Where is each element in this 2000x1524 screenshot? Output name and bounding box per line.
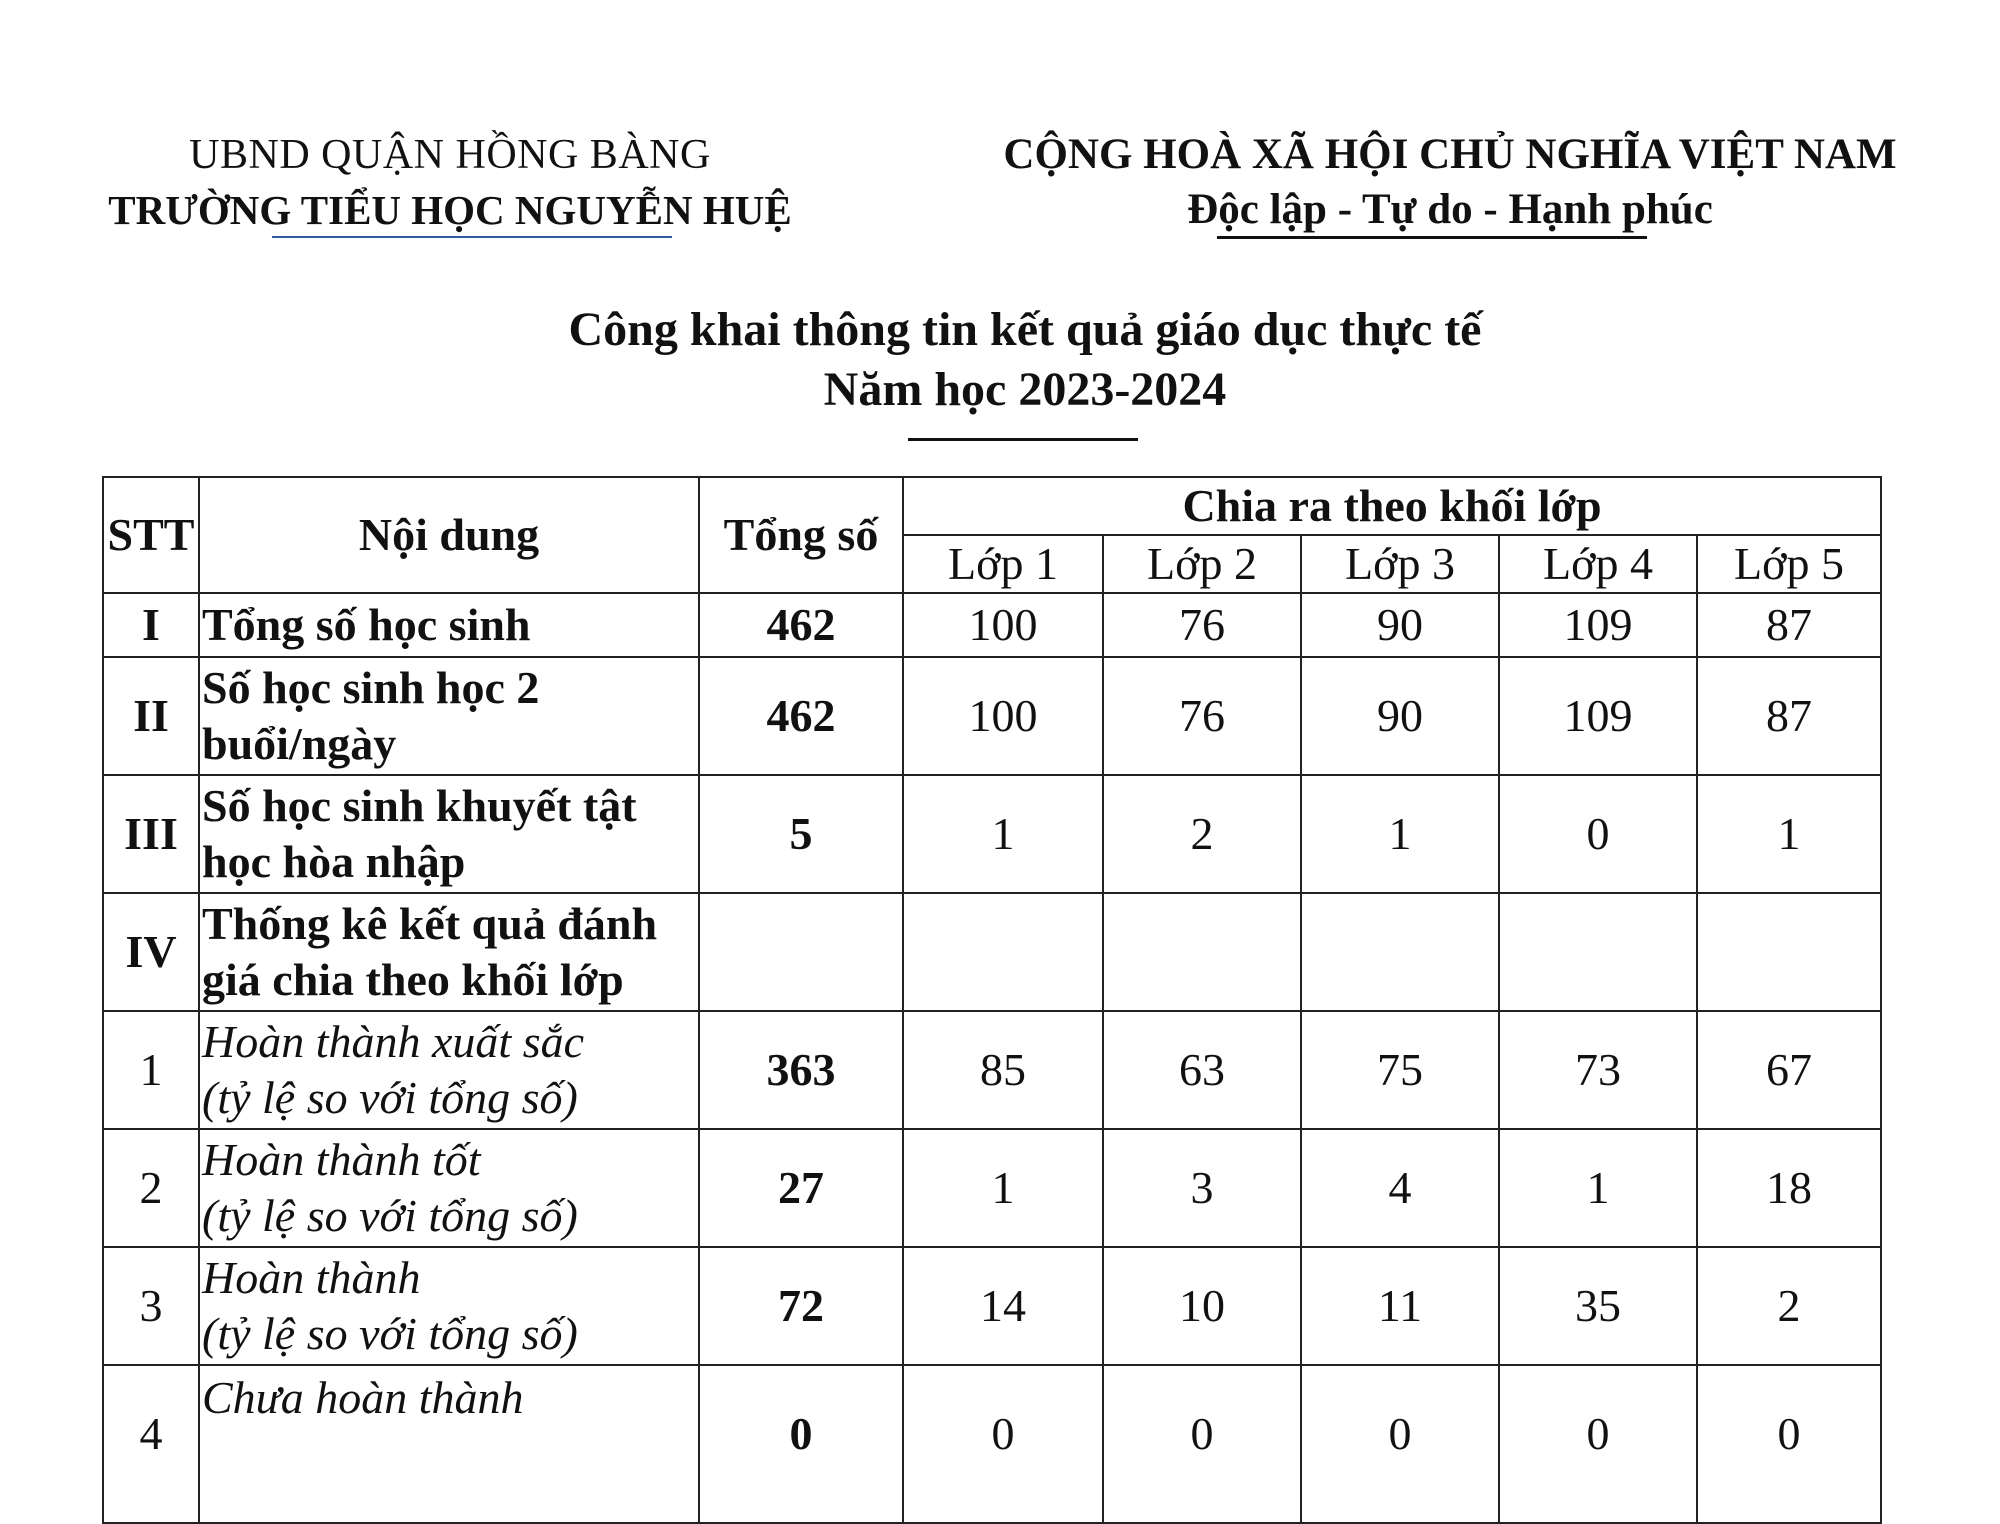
- row-grade-4: 1: [1499, 1129, 1697, 1247]
- row-content-line-2: buổi/ngày: [202, 718, 397, 769]
- row-content-line-2: giá chia theo khối lớp: [202, 954, 624, 1005]
- table-row: [103, 893, 1881, 1011]
- row-content-line-1: Hoàn thành xuất sắc: [202, 1016, 585, 1067]
- row-grade-4: 0: [1499, 775, 1697, 893]
- row-stt: I: [103, 593, 199, 657]
- row-total: 0: [699, 1365, 903, 1523]
- row-grade-4: 0: [1499, 1365, 1697, 1523]
- school-name-underline: [272, 236, 672, 238]
- row-grade-3: 11: [1301, 1247, 1499, 1365]
- header-left: [60, 128, 840, 238]
- table-row: [103, 593, 1881, 657]
- row-grade-5: [1697, 893, 1881, 1011]
- row-grade-1: 14: [903, 1247, 1103, 1365]
- row-content: [199, 893, 699, 1011]
- row-content: [199, 1247, 699, 1365]
- row-grade-4: [1499, 893, 1697, 1011]
- header-grade-2: Lớp 2: [1103, 535, 1301, 593]
- row-stt: II: [103, 657, 199, 775]
- row-grade-4: 35: [1499, 1247, 1697, 1365]
- row-grade-1: 1: [903, 1129, 1103, 1247]
- row-stt: 3: [103, 1247, 199, 1365]
- row-content-line-2: (tỷ lệ so với tổng số): [202, 1308, 578, 1359]
- results-table: [102, 476, 1882, 1524]
- row-stt: III: [103, 775, 199, 893]
- row-grade-1: [903, 893, 1103, 1011]
- national-motto: Độc lập - Tự do - Hạnh phúc: [1187, 186, 1713, 233]
- row-grade-5: 0: [1697, 1365, 1881, 1523]
- table-row: [103, 775, 1881, 893]
- row-grade-5: 2: [1697, 1247, 1881, 1365]
- row-content-line-1: Số học sinh khuyết tật: [202, 780, 637, 831]
- header-row-1: [103, 477, 1881, 535]
- row-content-line-1: Chưa hoàn thành: [202, 1372, 524, 1423]
- row-content: [199, 1365, 699, 1523]
- row-grade-3: 0: [1301, 1365, 1499, 1523]
- row-content-line-2: (tỷ lệ so với tổng số): [202, 1072, 578, 1123]
- header-grade-3: Lớp 3: [1301, 535, 1499, 593]
- row-grade-3: 4: [1301, 1129, 1499, 1247]
- row-content-line-2: học hòa nhập: [202, 836, 466, 887]
- row-content: [199, 657, 699, 775]
- row-content-line-1: Số học sinh học 2: [202, 662, 540, 713]
- row-grade-4: 109: [1499, 593, 1697, 657]
- row-grade-3: [1301, 893, 1499, 1011]
- motto-underline: [1217, 236, 1647, 239]
- row-stt: 2: [103, 1129, 199, 1247]
- document-title: [300, 300, 1750, 420]
- table-row: [103, 1011, 1881, 1129]
- national-name: CỘNG HOÀ XÃ HỘI CHỦ NGHĨA VIỆT NAM: [1003, 131, 1897, 178]
- row-grade-3: 90: [1301, 593, 1499, 657]
- row-total: [699, 893, 903, 1011]
- row-total: 72: [699, 1247, 903, 1365]
- row-grade-3: 90: [1301, 657, 1499, 775]
- row-grade-1: 1: [903, 775, 1103, 893]
- row-total: 27: [699, 1129, 903, 1247]
- row-content-line-1: Thống kê kết quả đánh: [202, 898, 658, 949]
- row-grade-5: 87: [1697, 657, 1881, 775]
- row-content: [199, 593, 699, 657]
- row-content-line-1: Tổng số học sinh: [202, 599, 531, 650]
- row-grade-2: 2: [1103, 775, 1301, 893]
- title-line-2: Năm học 2023-2024: [823, 363, 1227, 416]
- row-grade-2: 63: [1103, 1011, 1301, 1129]
- row-grade-1: 100: [903, 593, 1103, 657]
- row-grade-5: 67: [1697, 1011, 1881, 1129]
- row-grade-5: 18: [1697, 1129, 1881, 1247]
- table-row: [103, 1247, 1881, 1365]
- row-total: 5: [699, 775, 903, 893]
- row-content-line-2: (tỷ lệ so với tổng số): [202, 1190, 578, 1241]
- row-grade-3: 1: [1301, 775, 1499, 893]
- row-grade-4: 109: [1499, 657, 1697, 775]
- row-grade-1: 100: [903, 657, 1103, 775]
- row-total: 462: [699, 657, 903, 775]
- row-total: 462: [699, 593, 903, 657]
- row-grade-2: 0: [1103, 1365, 1301, 1523]
- row-grade-2: [1103, 893, 1301, 1011]
- row-grade-2: 76: [1103, 593, 1301, 657]
- title-line-1: Công khai thông tin kết quả giáo dục thực tế: [568, 303, 1482, 356]
- row-total: 363: [699, 1011, 903, 1129]
- table-row: [103, 1365, 1881, 1523]
- row-grade-1: 0: [903, 1365, 1103, 1523]
- row-grade-2: 3: [1103, 1129, 1301, 1247]
- table-row: [103, 1129, 1881, 1247]
- row-stt: 4: [103, 1365, 199, 1523]
- header-grade-5: Lớp 5: [1697, 535, 1881, 593]
- row-content: [199, 775, 699, 893]
- header-total: Tổng số: [699, 477, 903, 593]
- row-content-line-1: Hoàn thành: [202, 1252, 421, 1303]
- table-row: [103, 657, 1881, 775]
- header-grade-1: Lớp 1: [903, 535, 1103, 593]
- district-name: UBND QUẬN HỒNG BÀNG: [189, 132, 711, 178]
- school-name: TRƯỜNG TIỂU HỌC NGUYỄN HUỆ: [108, 187, 792, 233]
- row-grade-4: 73: [1499, 1011, 1697, 1129]
- row-grade-1: 85: [903, 1011, 1103, 1129]
- row-grade-2: 76: [1103, 657, 1301, 775]
- row-content: [199, 1011, 699, 1129]
- row-stt: 1: [103, 1011, 199, 1129]
- header-stt: STT: [103, 477, 199, 593]
- row-content: [199, 1129, 699, 1247]
- row-grade-5: 1: [1697, 775, 1881, 893]
- header-grade-4: Lớp 4: [1499, 535, 1697, 593]
- header-right: [960, 128, 1940, 238]
- header-content: Nội dung: [199, 477, 699, 593]
- row-content-line-1: Hoàn thành tốt: [202, 1134, 481, 1185]
- row-stt: IV: [103, 893, 199, 1011]
- row-grade-2: 10: [1103, 1247, 1301, 1365]
- header-grade-group: Chia ra theo khối lớp: [903, 477, 1881, 535]
- row-grade-3: 75: [1301, 1011, 1499, 1129]
- row-grade-5: 87: [1697, 593, 1881, 657]
- title-underline: [908, 438, 1138, 441]
